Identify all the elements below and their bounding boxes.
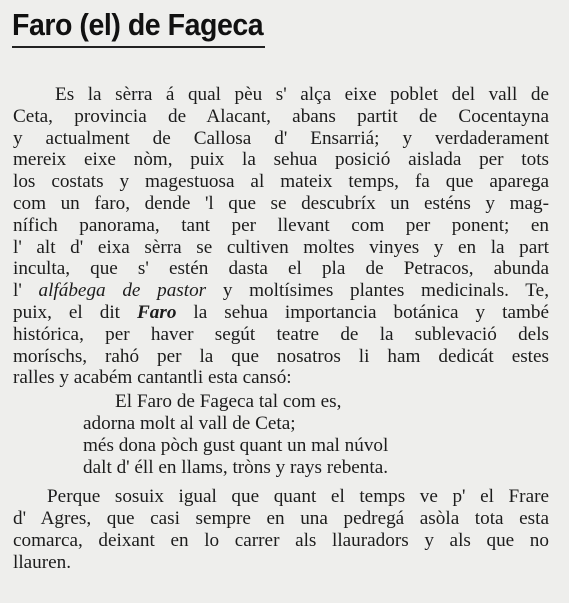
text-line: mereix eixe nòm, puix la sehua posició aislada per tots — [13, 149, 549, 171]
text-run: la sehua importancia botánica y també — [176, 301, 550, 323]
text-line: comarca, deixant en lo carrer als llauradors y als que no — [13, 529, 549, 551]
text-run: y moltísimes plantes medicinals. Te, — [206, 280, 549, 302]
text-run: puix, el dit — [13, 301, 137, 323]
text-line: los costats y magestuosa al mateix temps, fa que aparega — [13, 171, 549, 193]
title-underline — [12, 46, 265, 48]
text-line: Es la sèrra á qual pèu s' alça eixe poblet del vall de — [55, 84, 549, 105]
text-line: histórica, per haver segút teatre de la sublevació dels — [13, 323, 549, 345]
verse-line: més dona pòch gust quant un mal núvol — [83, 434, 389, 456]
text-line — [13, 302, 549, 324]
text-line: d' Agres, que casi sempre en una pedregá asòla tota esta — [13, 508, 549, 530]
verse-line: El Faro de Fageca tal com es, — [115, 391, 342, 413]
text-line: nífich panorama, tant per llevant com per ponent; en — [13, 214, 549, 236]
text-line — [13, 280, 549, 302]
text-line: Ceta, provincia de Alacant, abans partit de Cocentayna — [13, 105, 549, 127]
verse-block — [13, 391, 549, 478]
bold-italic-term: Faro — [136, 301, 177, 323]
text-line: llauren. — [13, 551, 72, 573]
text-line: l' alt d' eixa sèrra se cultiven moltes vinyes y en la part — [13, 236, 549, 258]
text-line: ralles y acabém cantantli esta cansó: — [13, 367, 292, 389]
text-line: y actualment de Callosa d' Ensarriá; y verdaderament — [13, 127, 549, 149]
article-body — [13, 84, 549, 574]
text-line: Perque sosuix igual que quant el temps ve p' el Frare — [47, 486, 549, 508]
paragraph-2 — [13, 486, 549, 573]
italic-term: alfábega de pastor — [38, 280, 207, 302]
text-run: l' — [13, 280, 39, 302]
article-title: Faro (el) de Fageca — [12, 7, 264, 42]
text-line: moríschs, rahó per la que nosatros li ham dedicát estes — [13, 345, 549, 367]
text-line: inculta, que s' estén dasta el pla de Petracos, abunda — [13, 258, 549, 280]
text-line: com un faro, dende 'l que se descubríx un esténs y mag- — [13, 192, 549, 214]
paragraph-1 — [13, 84, 549, 389]
verse-line: dalt d' éll en llams, tròns y rays rebenta. — [83, 456, 389, 478]
verse-line: adorna molt al vall de Ceta; — [83, 412, 296, 434]
